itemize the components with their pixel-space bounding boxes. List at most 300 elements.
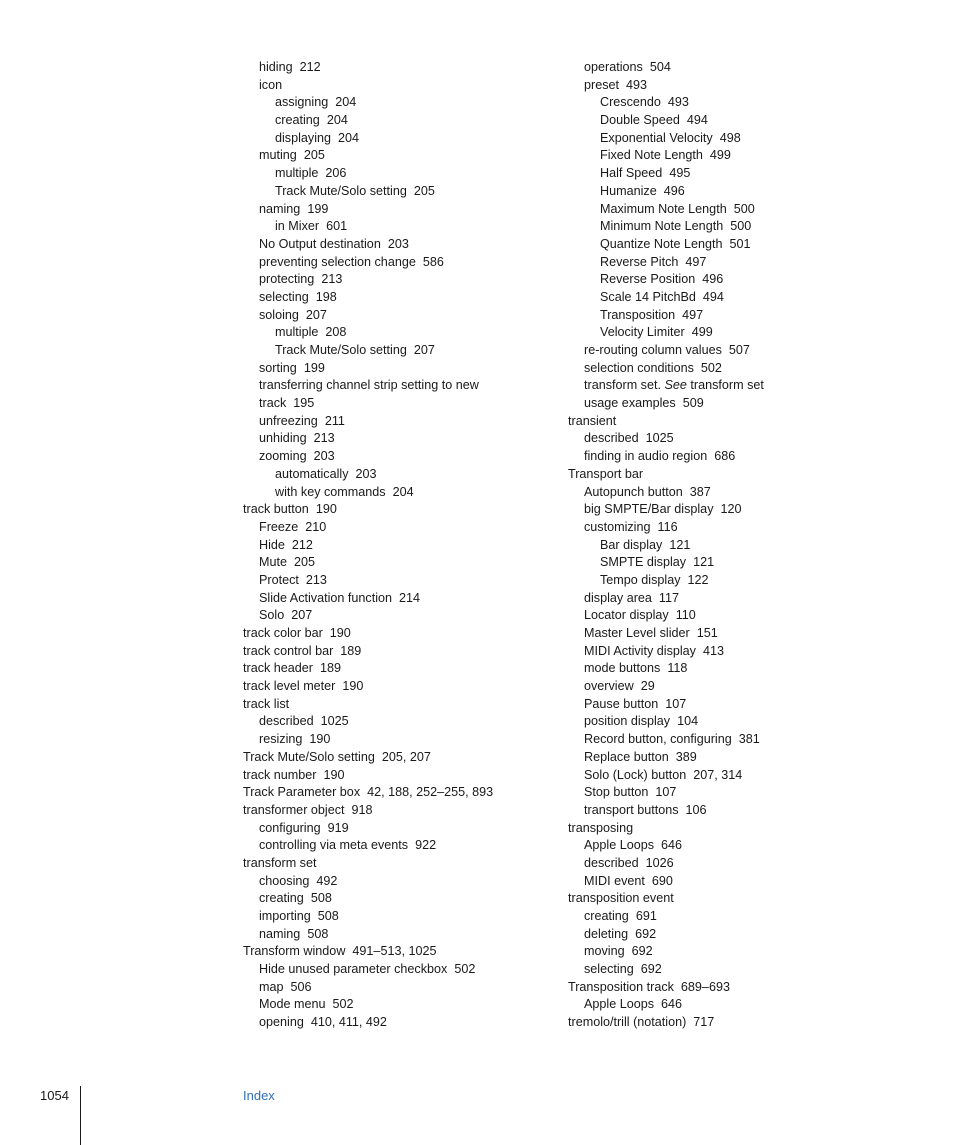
index-entry [243,784,543,802]
index-entry [568,448,868,466]
index-pages: 692 [631,944,653,959]
index-pages: 389 [675,749,697,764]
index-pages: 212 [299,60,321,74]
index-pages: 110 [675,608,696,623]
index-pages: 205, 207 [381,749,431,764]
index-entry [243,926,543,944]
index-entry [568,590,868,608]
index-pages: 195 [293,396,315,411]
index-entry [243,554,543,572]
index-entry [568,660,868,678]
index-entry [568,572,868,590]
index-entry [568,342,868,360]
index-term: track number [243,767,317,782]
index-entry [568,996,868,1014]
index-term: SMPTE display [600,555,687,570]
index-entry [243,77,543,95]
index-term: displaying [275,130,332,145]
index-entry [568,360,868,378]
index-term: transport buttons [584,802,679,817]
index-pages: 1025 [645,431,674,446]
index-pages: 203 [387,236,409,251]
index-term: deleting [584,926,629,941]
index-term: importing [259,909,311,923]
index-term: Scale 14 PitchBd [600,289,696,304]
index-entry [243,678,543,696]
index-entry [568,59,868,77]
index-term: Double Speed [600,113,680,128]
see-reference: See [664,378,687,393]
index-term: sorting [259,360,297,375]
index-entry [243,218,543,236]
index-term: Mode menu [259,997,326,1012]
index-term: creating [259,891,304,906]
index-term: selecting [259,289,309,304]
index-term: Track Mute/Solo setting [275,343,407,357]
index-entry [243,183,543,201]
index-entry [568,77,868,95]
index-term: transformer object [243,802,345,817]
index-term: creating [275,113,320,128]
index-pages: 499 [709,148,731,163]
index-pages: 211 [324,413,345,428]
index-term: transferring channel strip setting to new [259,378,479,393]
index-pages: 692 [635,926,657,941]
index-entry [568,837,868,855]
index-term: Slide Activation function [259,590,393,605]
index-term: choosing [259,873,310,888]
index-entry [243,271,543,289]
index-pages: 104 [677,714,699,729]
index-pages: 210 [305,519,327,534]
index-entry [568,1014,868,1032]
index-pages: 203 [355,466,377,481]
index-entry [243,820,543,838]
index-pages: 213 [305,572,327,587]
index-entry [568,607,868,625]
index-pages: 204 [326,113,348,128]
index-pages: 205 [413,183,435,198]
index-entry [243,377,543,395]
index-pages: 107 [655,785,677,800]
index-term: Mute [259,555,287,570]
index-entry [568,112,868,130]
index-pages: 207 [291,608,313,623]
index-term: tremolo/trill (notation) [568,1015,687,1030]
index-term: muting [259,148,297,163]
index-pages: 381 [738,732,760,747]
index-pages: 601 [326,219,348,234]
index-entry [568,130,868,148]
index-entry [568,254,868,272]
index-pages: 204 [335,95,357,110]
index-pages: 207, 314 [693,767,743,782]
index-term: customizing [584,519,651,534]
index-pages: 214 [399,590,421,605]
index-entry [568,430,868,448]
index-pages: 199 [307,201,329,216]
index-column-right [568,59,868,1032]
index-entry [568,201,868,219]
index-term: display area [584,590,652,605]
index-pages: 121 [693,555,715,570]
index-term: Humanize [600,183,657,198]
index-term: big SMPTE/Bar display [584,502,714,517]
index-term: Locator display [584,608,669,623]
page-number: 1054 [40,1088,69,1103]
index-pages: 1026 [645,855,674,870]
index-column-left [243,59,543,1032]
index-term: selection conditions [584,360,694,375]
index-entry [243,112,543,130]
index-entry [568,466,868,484]
index-pages: 413 [702,643,724,658]
index-term: automatically [275,466,349,481]
index-entry [568,749,868,767]
index-entry [243,890,543,908]
index-pages: 717 [693,1015,715,1030]
index-entry [243,519,543,537]
index-entry [568,236,868,254]
index-entry [568,961,868,979]
index-pages: 501 [729,236,751,251]
index-entry [243,289,543,307]
index-pages: 922 [415,838,437,853]
index-term: Reverse Position [600,272,696,287]
index-pages: 213 [313,431,335,446]
index-pages: 502 [332,997,354,1012]
index-term: Half Speed [600,166,663,181]
index-term: track header [243,661,314,676]
index-term: transform set [243,855,317,870]
index-pages: 494 [686,113,708,128]
index-term: Transposition track [568,979,674,994]
index-term: soloing [259,307,299,322]
index-term: multiple [275,166,319,181]
index-pages: 213 [321,272,343,287]
index-pages: 120 [720,502,742,517]
index-term: in Mixer [275,219,320,234]
index-entry [243,625,543,643]
index-pages: 29 [640,679,655,694]
index-pages: 498 [719,130,741,145]
index-pages: 106 [685,802,707,817]
index-pages: 493 [626,77,648,92]
index-term: overview [584,679,634,694]
index-pages: 494 [702,289,724,304]
index-pages: 122 [687,572,709,587]
index-entry [243,943,543,961]
index-entry [568,696,868,714]
index-term: controlling via meta events [259,838,409,853]
index-term: configuring [259,820,321,835]
index-entry [243,254,543,272]
index-entry [243,643,543,661]
index-term: Freeze [259,519,299,534]
index-entry [568,307,868,325]
index-pages: 508 [307,926,329,941]
index-pages: 190 [323,767,345,782]
index-pages: 190 [315,502,337,517]
index-term: creating [584,909,629,923]
index-pages: 203 [313,449,335,464]
index-entry [568,979,868,997]
index-term: track list [243,696,290,711]
index-entry [568,731,868,749]
index-term: Solo [259,608,285,623]
index-pages: 208 [325,325,347,340]
index-entry [243,59,543,77]
index-entry [243,466,543,484]
index-term: MIDI Activity display [584,643,696,658]
index-term: multiple [275,325,319,340]
index-pages: 207 [413,343,435,357]
see-target: transform set [690,378,764,393]
index-pages: 190 [309,732,331,747]
index-term: Minimum Note Length [600,219,724,234]
index-pages: 491–513, 1025 [352,944,437,959]
index-term: mode buttons [584,661,661,676]
index-term: finding in audio region [584,449,708,464]
index-term: moving [584,944,625,959]
index-entry [568,271,868,289]
index-entry [243,307,543,325]
index-term: Solo (Lock) button [584,767,687,782]
index-term: described [584,431,639,446]
index-term: track button [243,502,309,517]
index-entry [243,855,543,873]
index-entry [568,377,868,395]
index-term: operations [584,60,643,74]
index-term: opening [259,1015,304,1030]
index-entry [243,201,543,219]
index-pages: 646 [661,838,683,853]
index-entry [568,784,868,802]
index-entry [568,395,868,413]
index-entry [243,572,543,590]
index-term: Protect [259,572,299,587]
index-entry [568,643,868,661]
index-pages: 507 [728,343,750,357]
index-pages: 118 [667,661,688,676]
index-term: Bar display [600,537,663,552]
index-term: naming [259,201,301,216]
index-entry [568,926,868,944]
index-entry [243,94,543,112]
index-entry [243,802,543,820]
index-term: MIDI event [584,873,645,888]
index-term: track color bar [243,626,323,640]
index-term: with key commands [275,484,386,499]
index-term: Transposition [600,307,676,322]
index-pages: 504 [649,60,671,74]
index-term: selecting [584,962,634,977]
index-term: unhiding [259,431,307,446]
index-entry [243,607,543,625]
index-pages: 508 [310,891,332,906]
index-entry [243,484,543,502]
index-entry [568,501,868,519]
index-entry [243,537,543,555]
index-pages: 107 [665,696,687,711]
index-entry [243,908,543,926]
index-entry [243,979,543,997]
index-entry [568,943,868,961]
index-pages: 189 [340,643,362,658]
index-pages: 686 [714,449,736,464]
index-term: Hide [259,537,285,552]
index-pages: 918 [351,802,373,817]
index-pages: 42, 188, 252–255, 893 [367,785,494,800]
index-term: track control bar [243,643,334,658]
index-term: Apple Loops [584,838,655,853]
index-pages: 499 [691,325,713,340]
index-pages: 204 [392,484,414,499]
index-pages: 410, 411, 492 [310,1015,387,1030]
index-term: naming [259,926,301,941]
index-pages: 496 [702,272,724,287]
index-term: usage examples [584,396,676,411]
index-pages: 496 [663,183,685,198]
index-entry [568,820,868,838]
index-pages: 495 [669,166,691,181]
index-term: transient [568,413,617,428]
index-pages: 508 [317,909,339,923]
index-term: Quantize Note Length [600,236,723,251]
index-term: Crescendo [600,95,661,110]
index-pages: 121 [669,537,691,552]
index-entry [243,342,543,360]
index-pages: 198 [315,289,337,304]
index-pages: 1025 [320,714,349,729]
index-entry [243,360,543,378]
index-entry [243,767,543,785]
index-term: transform set. [584,378,661,393]
index-term: preset [584,77,620,92]
index-entry [243,130,543,148]
index-entry [243,147,543,165]
index-pages: 502 [700,360,722,375]
index-entry [568,183,868,201]
index-entry [568,94,868,112]
index-term: Reverse Pitch [600,254,679,269]
index-term: icon [259,77,283,92]
index-entry [568,767,868,785]
index-pages: 212 [291,537,313,552]
index-term: zooming [259,449,307,464]
index-pages: 689–693 [680,979,730,994]
index-term: Exponential Velocity [600,130,713,145]
index-term: Autopunch button [584,484,683,499]
index-pages: 506 [290,979,312,994]
index-term: Pause button [584,696,659,711]
index-entry [243,713,543,731]
index-entry [243,430,543,448]
index-pages: 206 [325,166,347,181]
index-entry [568,625,868,643]
index-term: transposing [568,820,634,835]
index-entry [243,961,543,979]
index-pages: 500 [730,219,752,234]
index-entry [568,218,868,236]
index-entry [568,147,868,165]
index-entry [243,395,543,413]
index-term: Fixed Note Length [600,148,703,163]
index-pages: 692 [640,962,662,977]
section-label[interactable]: Index [243,1088,275,1103]
index-entry [568,289,868,307]
index-pages: 586 [422,254,444,269]
index-term: Stop button [584,785,649,800]
index-entry [243,996,543,1014]
index-term: Velocity Limiter [600,325,685,340]
index-term: preventing selection change [259,254,416,269]
index-pages: 117 [658,590,679,605]
index-pages: 646 [661,997,683,1012]
index-entry [243,324,543,342]
index-pages: 190 [329,626,351,640]
index-term: Maximum Note Length [600,201,727,216]
index-entry [243,749,543,767]
index-term: described [584,855,639,870]
index-pages: 919 [327,820,349,835]
index-term: Apple Loops [584,997,655,1012]
index-pages: 387 [689,484,711,499]
index-pages: 509 [682,396,704,411]
index-entry [568,537,868,555]
index-term: position display [584,714,671,729]
index-entry [243,501,543,519]
index-pages: 151 [696,626,718,640]
index-entry [568,890,868,908]
index-pages: 189 [320,661,342,676]
index-entry [243,236,543,254]
index-entry [243,731,543,749]
index-entry [243,165,543,183]
index-entry [568,713,868,731]
index-pages: 199 [303,360,325,375]
index-pages: 690 [651,873,673,888]
index-entry [243,448,543,466]
index-pages: 207 [305,307,327,322]
index-term: track level meter [243,679,336,694]
index-entry [243,413,543,431]
index-term: Hide unused parameter checkbox [259,962,448,977]
index-term: re-routing column values [584,343,722,357]
index-term: map [259,979,284,994]
index-term: Master Level slider [584,626,690,640]
index-term: Replace button [584,749,669,764]
index-term: No Output destination [259,236,381,251]
index-entry [568,855,868,873]
index-term: Transport bar [568,466,644,481]
index-entry [243,837,543,855]
index-entry [568,554,868,572]
index-term: track [259,396,287,411]
index-pages: 116 [657,519,678,534]
index-entry [568,324,868,342]
index-entry [568,165,868,183]
index-pages: 492 [316,873,338,888]
index-term: Record button, configuring [584,732,732,747]
index-term: assigning [275,95,329,110]
index-pages: 204 [338,130,360,145]
index-term: resizing [259,732,303,747]
index-pages: 691 [635,909,657,923]
index-entry [243,873,543,891]
index-pages: 497 [685,254,707,269]
index-pages: 502 [454,962,476,977]
